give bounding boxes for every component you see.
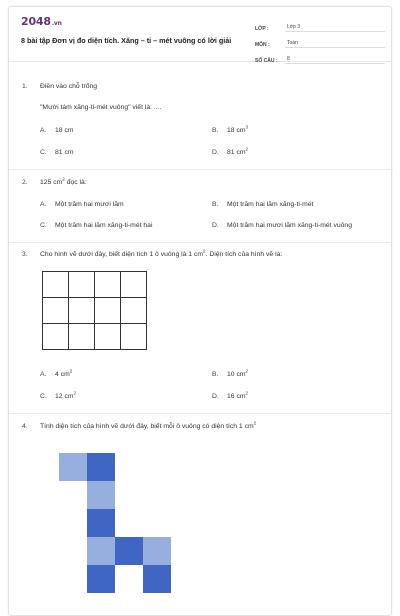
meta-class: [255, 20, 385, 32]
square-tile-figure: [59, 453, 169, 613]
option-b[interactable]: B. 10 $cm^2$: [212, 368, 249, 378]
figure-cell-dark: [87, 509, 115, 537]
question-text: Cho hình vẽ dưới đây, biết diện tích 1 ô vuông là 1 $cm^2$. Diện tích của hình vẽ là:: [40, 248, 283, 258]
site-logo[interactable]: 2048.vn: [21, 15, 62, 28]
grid-cell: [43, 298, 69, 324]
figure-cell-dark: [143, 565, 171, 593]
meta-count: [255, 52, 385, 64]
grid-cell: [121, 298, 147, 324]
option-c[interactable]: C. Một trăm hai lăm xăng-ti-mét hai: [40, 222, 153, 229]
divider: [9, 169, 393, 170]
figure-cell-light: [87, 481, 115, 509]
grid-cell: [69, 324, 95, 350]
question-number: 1.: [22, 83, 28, 90]
option-a[interactable]: A. 4 $cm^2$: [40, 368, 73, 378]
grid-cell: [69, 298, 95, 324]
grid-cell: [121, 324, 147, 350]
grid-cell: [121, 272, 147, 298]
divider: [9, 242, 393, 243]
option-b[interactable]: B. Một trăm hai lăm xăng-ti-mét: [212, 201, 314, 208]
grid-cell: [95, 272, 121, 298]
meta-subject-value: Toán: [285, 40, 385, 48]
grid-cell: [43, 324, 69, 350]
figure-cell-dark: [115, 537, 143, 565]
question-text: 125 $cm^2$ đọc là:: [40, 176, 87, 186]
meta-subject: [255, 36, 385, 48]
figure-cell-light: [143, 537, 171, 565]
grid-table: [42, 271, 147, 350]
question-number: 2.: [22, 179, 28, 186]
grid-cell: [43, 272, 69, 298]
question-number: 3.: [22, 251, 28, 258]
area-grid-figure: [42, 271, 147, 350]
grid-row: [43, 324, 147, 350]
option-d[interactable]: D. 81 $cm^2$: [212, 146, 249, 156]
option-d[interactable]: D. 16 $cm^2$: [212, 390, 249, 400]
option-a[interactable]: A. Một trăm hai mươi lăm: [40, 201, 124, 208]
question-text: Điền vào chỗ trống: [40, 83, 98, 90]
meta-class-value: Lớp 3: [285, 24, 385, 32]
grid-cell: [69, 272, 95, 298]
worksheet-header: [9, 7, 393, 62]
question-subtext: "Mười tám xăng-ti-mét vuông" viết là: ....: [40, 104, 162, 111]
grid-row: [43, 272, 147, 298]
grid-cell: [95, 298, 121, 324]
worksheet-page: [8, 6, 392, 616]
meta-count-label: SỐ CÂU :: [255, 58, 278, 64]
figure-cell-light: [59, 453, 87, 481]
grid-cell: [95, 324, 121, 350]
question-number: 4.: [22, 423, 28, 430]
meta-class-label: LỚP :: [255, 26, 269, 32]
figure-cell-dark: [87, 453, 115, 481]
worksheet-title: 8 bài tập Đơn vị đo diện tích. Xăng – ti – mét vuông có lời giải: [21, 36, 232, 45]
grid-row: [43, 298, 147, 324]
worksheet-meta: [255, 20, 385, 68]
option-c[interactable]: C. 81 cm: [40, 149, 74, 156]
question-text: Tính diện tích của hình vẽ dưới đây, biết mỗi ô vuông có diện tích 1 $cm^2$: [40, 420, 257, 430]
option-b[interactable]: B. 18 $cm^3$: [212, 124, 249, 134]
option-d[interactable]: D. Một trăm hai mươi lăm xăng-ti-mét vuông: [212, 222, 352, 229]
meta-count-value: 8: [285, 56, 385, 64]
option-a[interactable]: A. 18 cm: [40, 127, 74, 134]
option-c[interactable]: C. 12 $cm^2$: [40, 390, 77, 400]
figure-cell-light: [87, 537, 115, 565]
divider: [9, 413, 393, 414]
figure-cell-dark: [87, 565, 115, 593]
meta-subject-label: MÔN :: [255, 42, 270, 48]
